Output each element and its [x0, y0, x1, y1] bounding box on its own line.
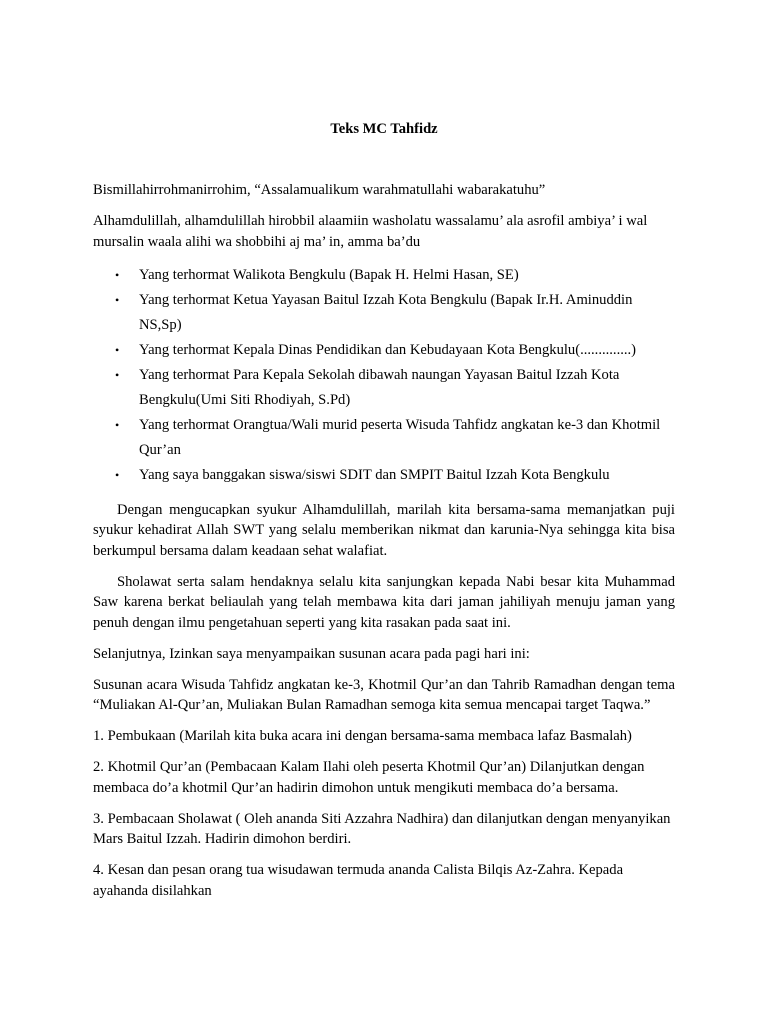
paragraph-selanjutnya: Selanjutnya, Izinkan saya menyampaikan susunan acara pada pagi hari ini:: [93, 645, 530, 662]
greetings-list: [93, 263, 675, 488]
document-title: Teks MC Tahfidz: [330, 121, 438, 137]
agenda-item-2: 2. Khotmil Qur’an (Pembacaan Kalam Ilahi oleh peserta Khotmil Qur’an) Dilanjutkan dengan membaca do’a khotmil Qur’an hadirin dimohon untuk mengikuti membaca do’a bersama.: [93, 759, 645, 796]
agenda-item-4: 4. Kesan dan pesan orang tua wisudawan termuda ananda Calista Bilqis Az-Zahra. Kepada ayahanda disilahkan: [93, 862, 624, 899]
list-item: • Yang terhormat Kepala Dinas Pendidikan dan Kebudayaan Kota Bengkulu(..............): [93, 338, 675, 363]
bullet-icon: •: [115, 417, 120, 432]
bullet-icon: •: [115, 367, 120, 382]
document-body: [93, 180, 675, 912]
list-item: • Yang terhormat Walikota Bengkulu (Bapak H. Helmi Hasan, SE): [93, 263, 675, 288]
paragraph-sholawat: Sholawat serta salam hendaknya selalu kita sanjungkan kepada Nabi besar kita Muhammad Saw karena berkat beliaulah yang telah membawa kita dari jaman jahiliyah menuju jaman yang penuh dengan ilmu pengetahuan seperti yang kita rasakan pada saat ini.: [93, 573, 675, 631]
agenda-item-1: 1. Pembukaan (Marilah kita buka acara ini dengan bersama-sama membaca lafaz Basmalah): [93, 728, 632, 744]
list-item: • Yang terhormat Orangtua/Wali murid peserta Wisuda Tahfidz angkatan ke-3 dan Khotmil Qur’an: [93, 413, 675, 463]
bullet-icon: •: [115, 267, 120, 282]
list-item: • Yang terhormat Para Kepala Sekolah dibawah naungan Yayasan Baitul Izzah Kota Bengkulu(Umi Siti Rhodiyah, S.Pd): [93, 363, 675, 413]
agenda-item-3: 3. Pembacaan Sholawat ( Oleh ananda Siti Azzahra Nadhira) dan dilanjutkan dengan menyanyikan Mars Baitul Izzah. Hadirin dimohon berdiri.: [93, 810, 671, 847]
list-item: • Yang saya banggakan siswa/siswi SDIT dan SMPIT Baitul Izzah Kota Bengkulu: [93, 463, 675, 488]
paragraph-susunan: Susunan acara Wisuda Tahfidz angkatan ke-3, Khotmil Qur’an dan Tahrib Ramadhan dengan tema “Muliakan Al-Qur’an, Muliakan Bulan Ramadhan semoga kita semua mencapai target Taqwa.”: [93, 676, 675, 713]
bullet-icon: •: [115, 467, 120, 482]
opening-salam: Bismillahirrohmanirrohim, “Assalamualikum warahmatullahi wabarakatuhu”: [93, 182, 546, 198]
bullet-icon: •: [115, 342, 120, 357]
bullet-icon: •: [115, 292, 120, 307]
list-item: • Yang terhormat Ketua Yayasan Baitul Izzah Kota Bengkulu (Bapak Ir.H. Aminuddin NS,Sp): [93, 288, 675, 338]
paragraph-syukur: Dengan mengucapkan syukur Alhamdulillah, marilah kita bersama-sama memanjatkan puji syukur kehadirat Allah SWT yang selalu memberikan nikmat dan karunia-Nya sehingga kita bisa berkumpul bersama dalam keadaan sehat walafiat.: [93, 501, 675, 559]
opening-hamdalah: Alhamdulillah, alhamdulillah hirobbil alaamiin washolatu wassalamu’ ala asrofil ambiya’ i wal mursalin waala alihi wa shobbihi aj ma’ in, amma ba’du: [93, 213, 648, 250]
